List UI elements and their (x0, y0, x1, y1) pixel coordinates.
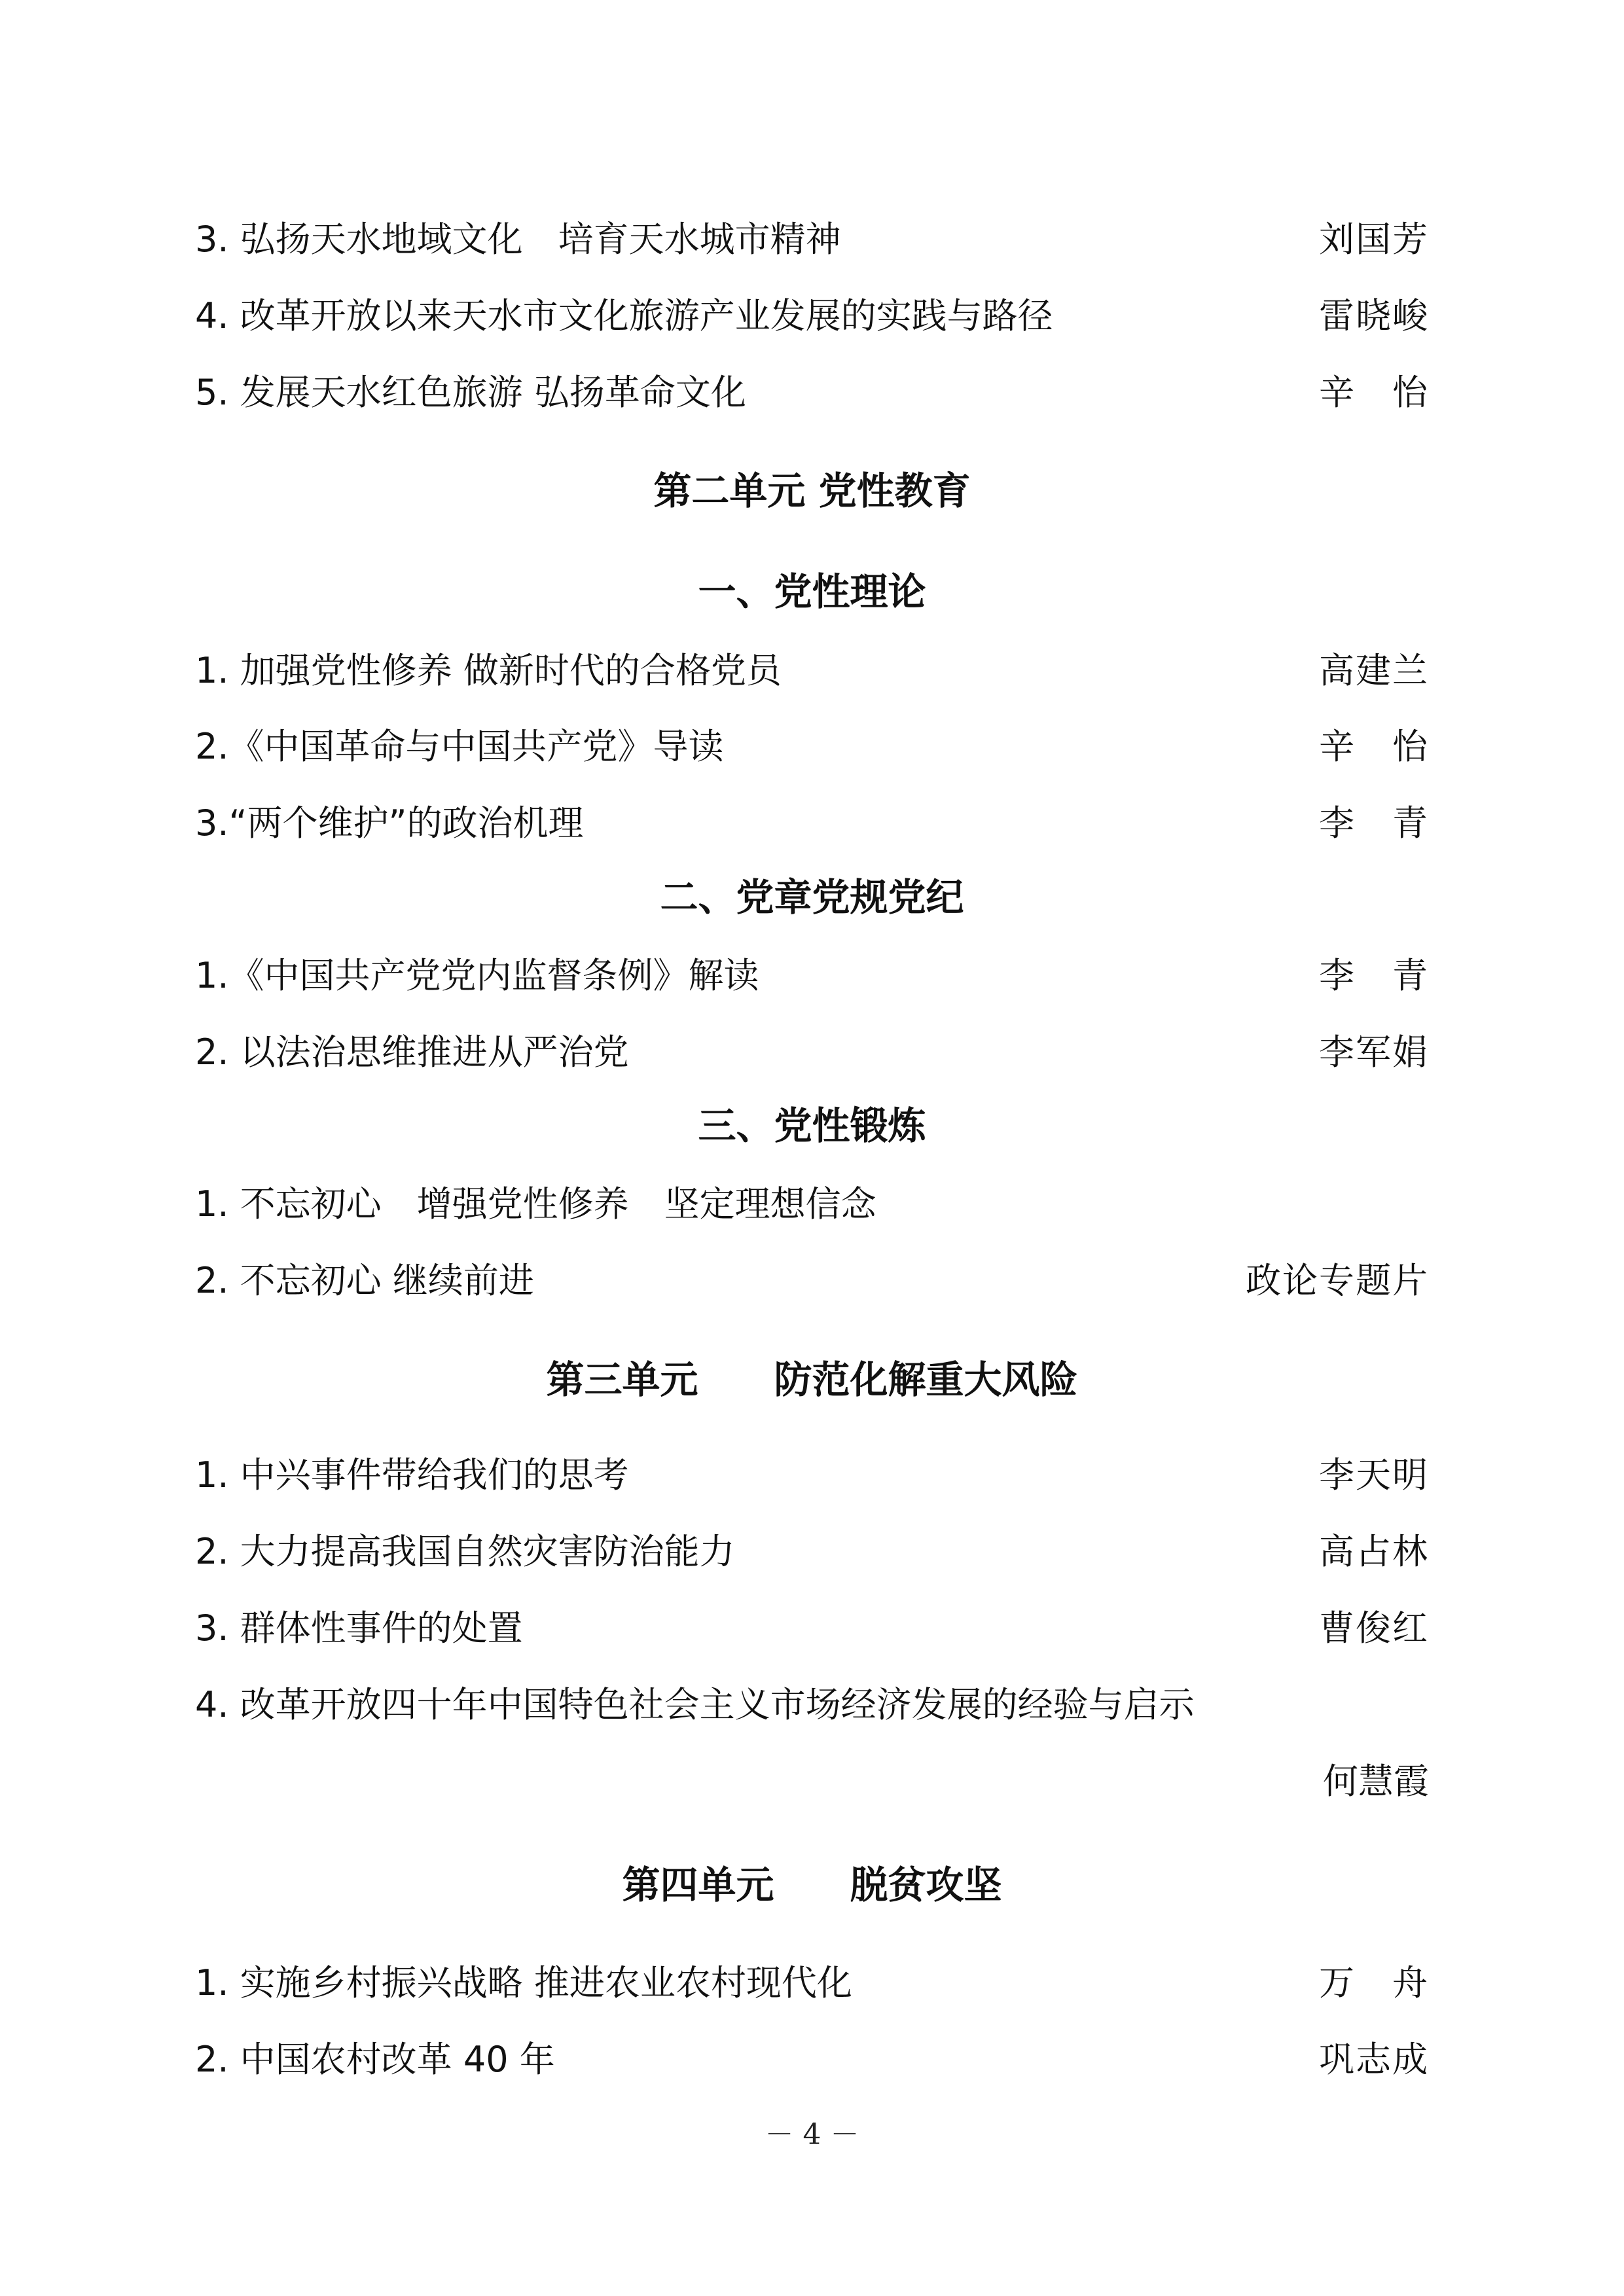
unit-heading: 第二单元 党性教育 (653, 469, 971, 513)
list-item (195, 367, 1429, 419)
item-title: 2. 不忘初心 继续前进 (195, 1260, 534, 1301)
item-author: 李 青 (1319, 955, 1429, 996)
list-item (195, 1178, 1429, 1230)
item-author: 何慧霞 (1323, 1761, 1429, 1802)
item-title: 2.《中国革命与中国共产党》导读 (195, 726, 724, 767)
item-author: 万 舟 (1319, 1962, 1429, 2003)
item-title: 1.《中国共产党党内监督条例》解读 (195, 955, 759, 996)
list-item (195, 645, 1429, 697)
item-author: 李天明 (1319, 1454, 1429, 1496)
list-item (195, 1679, 1429, 1731)
list-item (195, 797, 1429, 850)
item-title: 2. 大力提高我国自然灾害防治能力 (195, 1531, 735, 1572)
item-author: 政论专题片 (1246, 1260, 1429, 1301)
item-author: 巩志成 (1319, 2039, 1429, 2080)
item-title: 3. 群体性事件的处置 (195, 1607, 523, 1649)
list-item (195, 213, 1429, 266)
unit-heading: 第四单元 脱贫攻坚 (622, 1863, 1002, 1907)
item-author: 雷晓峻 (1319, 295, 1429, 336)
item-author: 李 青 (1319, 802, 1429, 844)
list-item (195, 1255, 1429, 1307)
item-title: 2. 以法治思维推进从严治党 (195, 1031, 629, 1073)
item-title: 4. 改革开放四十年中国特色社会主义市场经济发展的经验与启示 (195, 1684, 1195, 1725)
page-number: － 4 － (765, 2118, 859, 2151)
section-heading: 一、党性理论 (698, 569, 926, 614)
list-item (195, 290, 1429, 342)
list-item (195, 1026, 1429, 1079)
item-author: 刘国芳 (1319, 219, 1429, 260)
list-item (195, 2034, 1429, 2086)
section-heading: 三、党性锻炼 (698, 1103, 926, 1148)
item-title: 1. 不忘初心 增强党性修养 坚定理想信念 (195, 1183, 876, 1225)
item-author: 辛 怡 (1319, 372, 1429, 413)
list-item (195, 1449, 1429, 1501)
item-title: 1. 实施乡村振兴战略 推进农业农村现代化 (195, 1962, 852, 2003)
item-title: 4. 改革开放以来天水市文化旅游产业发展的实践与路径 (195, 295, 1053, 336)
item-author: 李军娟 (1319, 1031, 1429, 1073)
item-title: 2. 中国农村改革 40 年 (195, 2039, 555, 2080)
item-title: 1. 加强党性修养 做新时代的合格党员 (195, 650, 782, 691)
item-author: 高占林 (1319, 1531, 1429, 1572)
list-item (195, 1957, 1429, 2009)
item-author: 曹俊红 (1319, 1607, 1429, 1649)
section-heading: 二、党章党规党纪 (660, 875, 964, 920)
list-item (195, 950, 1429, 1002)
item-title: 5. 发展天水红色旅游 弘扬革命文化 (195, 372, 746, 413)
item-author: 高建兰 (1319, 650, 1429, 691)
item-title: 3. 弘扬天水地域文化 培育天水城市精神 (195, 219, 841, 260)
item-author: 辛 怡 (1319, 726, 1429, 767)
item-title: 3.“两个维护”的政治机理 (195, 802, 584, 844)
list-item (195, 1526, 1429, 1578)
list-item (195, 1602, 1429, 1655)
item-title: 1. 中兴事件带给我们的思考 (195, 1454, 629, 1496)
unit-heading: 第三单元 防范化解重大风险 (546, 1357, 1078, 1402)
list-item (195, 721, 1429, 773)
